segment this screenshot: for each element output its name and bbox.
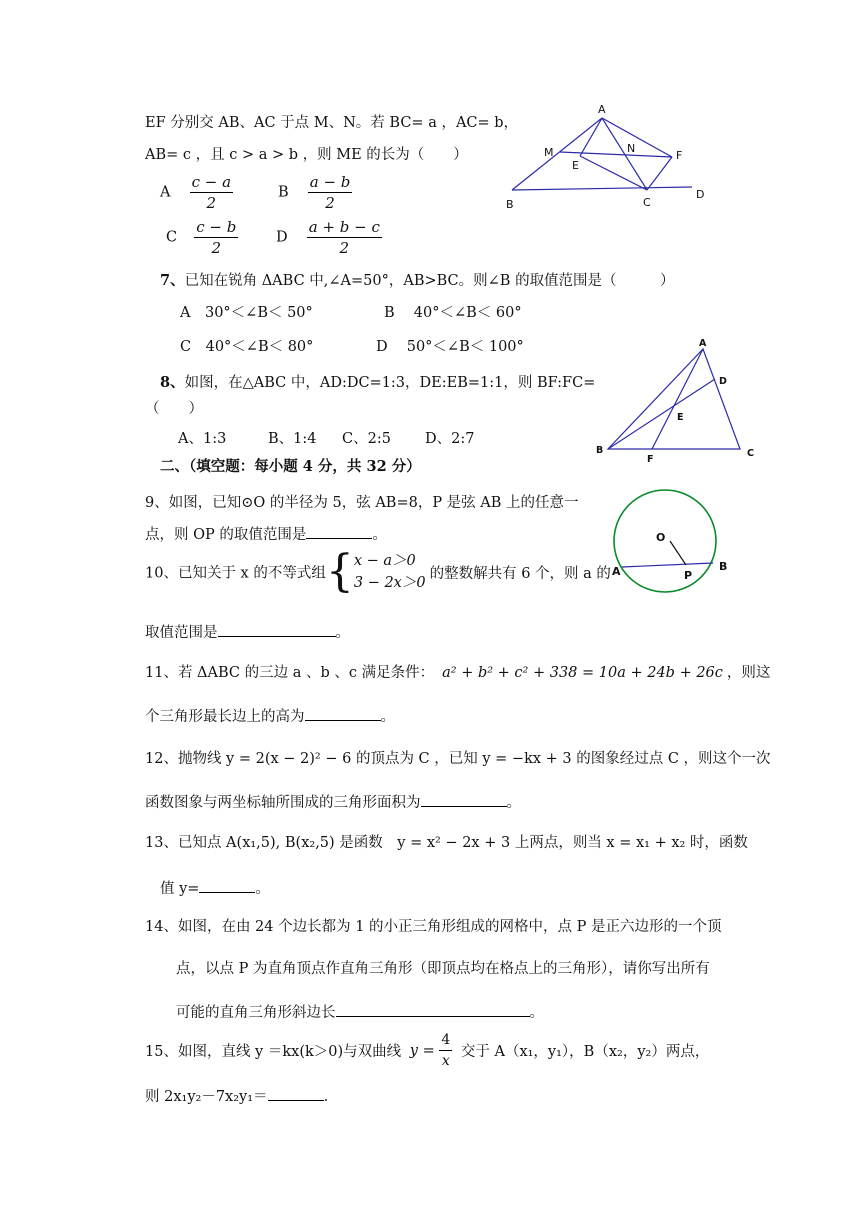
q13-line1: 13、已知点 A(x₁,5), B(x₂,5) 是函数 y = x² − 2x + 3 上两点，则当 x = x₁ + x₂ 时，函数 [145, 835, 748, 851]
q6-option-c-fraction [194, 217, 238, 258]
q15-line1 [145, 1030, 709, 1071]
q15-line2 [145, 1086, 328, 1106]
q6-option-b-fraction [308, 172, 353, 213]
q10-inequality-system [325, 546, 426, 597]
q11-line2-end: 。 [380, 709, 395, 725]
q11-line2-text: 个三角形最长边上的高为 [145, 709, 305, 725]
q15-line2-text: 则 2x₁y₂－7x₂y₁＝ [145, 1089, 268, 1105]
q9-figure [600, 478, 740, 608]
q13-line2-end: 。 [255, 881, 270, 897]
q13-line2 [160, 878, 270, 898]
q10-brace-icon: { [325, 546, 354, 597]
q10-line2-text: 取值范围是 [145, 625, 218, 641]
q6-fig-label-m: M [544, 146, 554, 159]
q10-line2 [145, 622, 350, 642]
q15-answer-blank [268, 1086, 324, 1101]
q6-fig-line-ab [512, 118, 602, 190]
q14-line3-text: 可能的直角三角形斜边长 [176, 1005, 336, 1021]
q7-option-d: D 50°＜∠B＜ 100° [376, 339, 524, 355]
q8-line [160, 374, 595, 392]
q6-option-a-fraction [190, 172, 233, 213]
q6-fig-label-n: N [627, 142, 636, 155]
q7-option-a: A 30°＜∠B＜ 50° [180, 305, 313, 321]
q6-fig-line-bd [512, 187, 692, 190]
q6-fig-label-f: F [676, 149, 683, 162]
q6-figure [500, 100, 720, 215]
q6-option-b-label: B [278, 184, 289, 201]
q8-figure [590, 336, 765, 466]
q7-option-b: B 40°＜∠B＜ 60° [384, 305, 522, 321]
q6-option-b-denominator: 2 [325, 194, 335, 212]
q15-fraction-denominator: x [441, 1053, 450, 1069]
q9-fig-chord-ab [622, 563, 713, 567]
q12-line2-text: 函数图象与两坐标轴所围成的三角形面积为 [145, 795, 421, 811]
q14-answer-blank [336, 1002, 530, 1017]
q12-line1: 12、抛物线 y = 2(x − 2)² − 6 的顶点为 C ，已知 y = −kx + 3 的图象经过点 C ，则这个一次 [145, 751, 771, 767]
q6-fig-line-mf [560, 152, 672, 157]
q13-line2-text: 值 y= [160, 881, 200, 897]
q6-line1: EF 分别交 AB、AC 于点 M、N。若 BC= a ，AC= b， [145, 115, 519, 131]
q9-fig-label-b: B [719, 560, 728, 573]
q6-fig-line-af [602, 118, 672, 157]
q8-fig-label-d: D [719, 376, 727, 387]
q8-fig-line-af [652, 349, 703, 449]
q8-text: 如图，在△ABC 中，AD:DC=1:3，DE:EB=1:1，则 BF:FC= [184, 375, 596, 391]
q14-line3 [176, 1002, 544, 1022]
q6-option-a-numerator: c − a [191, 173, 232, 191]
q6-option-a-denominator: 2 [206, 194, 217, 212]
q6-fig-label-c: C [643, 196, 651, 209]
q6-fig-line-ae [580, 118, 602, 156]
q9-fig-label-p: P [684, 569, 693, 582]
q6-option-d-label: D [276, 229, 288, 246]
q8-fig-line-bd [608, 379, 715, 449]
q15-fraction-numerator: 4 [439, 1030, 452, 1051]
q8-option-d: D、2:7 [425, 431, 475, 447]
q6-fig-label-e: E [572, 159, 579, 172]
q8-fig-label-c: C [747, 448, 754, 459]
q9-fig-line-op [670, 541, 686, 565]
q7-text: 已知在锐角 ΔABC 中,∠A=50°，AB>BC。则∠B 的取值范围是（ ） [184, 273, 675, 289]
q15-text-post: 交于 A（x₁，y₁），B（x₂，y₂）两点， [460, 1044, 710, 1060]
q9-fig-label-a: A [612, 565, 621, 578]
q6-option-c [166, 217, 238, 258]
q11-answer-blank [305, 706, 381, 721]
q9-line2-text: 点，则 OP 的取值范围是 [145, 527, 307, 543]
q6-option-b-numerator: a − b [309, 173, 351, 191]
q10-line1 [145, 546, 611, 597]
q6-option-b [278, 172, 352, 213]
q14-line1: 14、如图，在由 24 个边长都为 1 的小正三角形组成的网格中，点 P 是正六边形的一个顶 [145, 919, 722, 935]
q6-fig-label-a: A [598, 103, 606, 116]
section-2-title: 二、（填空题：每小题 4 分，共 32 分） [160, 458, 421, 475]
q8-fig-triangle-abc [608, 349, 740, 449]
q6-fig-label-b: B [506, 198, 514, 211]
q6-option-d-denominator: 2 [339, 239, 350, 257]
q9-line2 [145, 524, 387, 544]
q6-option-a-label: A [160, 184, 171, 201]
q9-line2-end: 。 [372, 527, 387, 543]
q6-option-a [160, 172, 233, 213]
q6-option-d [276, 217, 382, 258]
q6-line2: AB= c ，且 c > a > b ，则 ME 的长为（ ） [145, 147, 468, 163]
q10-line2-end: 。 [335, 625, 350, 641]
q8-option-a: A、1:3 [178, 431, 227, 447]
q10-text-post: 的整数解共有 6 个，则 a 的 [429, 565, 611, 582]
q6-fig-label-d: D [696, 188, 705, 201]
q15-line2-end: . [323, 1089, 329, 1105]
q6-option-d-fraction [307, 217, 382, 258]
q7-option-c: C 40°＜∠B＜ 80° [180, 339, 314, 355]
q9-line1: 9、如图，已知⊙O 的半径为 5，弦 AB=8，P 是弦 AB 上的任意一 [145, 495, 579, 511]
q15-frac-lhs: y = [409, 1042, 435, 1059]
q12-line2-end: 。 [506, 795, 521, 811]
q6-option-c-label: C [166, 229, 178, 246]
q13-answer-blank [199, 878, 255, 893]
q7-line [160, 272, 675, 290]
q15-fraction [439, 1030, 452, 1071]
q8-fig-label-f: F [647, 454, 654, 465]
q10-answer-blank [218, 622, 336, 637]
q6-option-d-numerator: a + b − c [308, 218, 380, 236]
q9-answer-blank [306, 524, 372, 539]
q8-paren: （ ） [145, 401, 203, 417]
q11-equation: a² + b² + c² + 338 = 10a + 24b + 26c [442, 665, 723, 681]
q14-line2: 点，以点 P 为直角顶点作直角三角形（即顶点均在格点上的三角形），请你写出所有 [176, 961, 710, 977]
q8-fig-label-e: E [677, 412, 684, 423]
q8-number: 8、 [160, 374, 185, 391]
q10-row1: x − a＞0 [353, 553, 416, 569]
q12-answer-blank [421, 792, 507, 807]
q12-line2 [145, 792, 521, 812]
q15-text-pre: 15、如图，直线 y ＝kx(k＞0)与双曲线 [145, 1044, 402, 1060]
q11-text-post: ，则这 [726, 665, 771, 681]
q11-text-pre: 11、若 ΔABC 的三边 a 、b 、c 满足条件： [145, 665, 435, 681]
q11-line1 [145, 664, 770, 682]
q8-fig-label-b: B [596, 445, 604, 456]
q6-option-c-numerator: c − b [196, 218, 237, 236]
q8-option-b: B、1:4 [268, 431, 317, 447]
q7-number: 7、 [160, 272, 185, 289]
q8-fig-label-a: A [699, 338, 707, 349]
q6-option-c-denominator: 2 [211, 239, 222, 257]
q6-fig-line-fc [647, 157, 672, 190]
q10-text-pre: 10、已知关于 x 的不等式组 [145, 565, 326, 582]
q11-line2 [145, 706, 395, 726]
q10-row2: 3 − 2x＞0 [353, 575, 426, 591]
q9-fig-label-o: O [656, 531, 666, 544]
q8-option-c: C、2:5 [342, 431, 391, 447]
q14-line3-end: 。 [529, 1005, 544, 1021]
